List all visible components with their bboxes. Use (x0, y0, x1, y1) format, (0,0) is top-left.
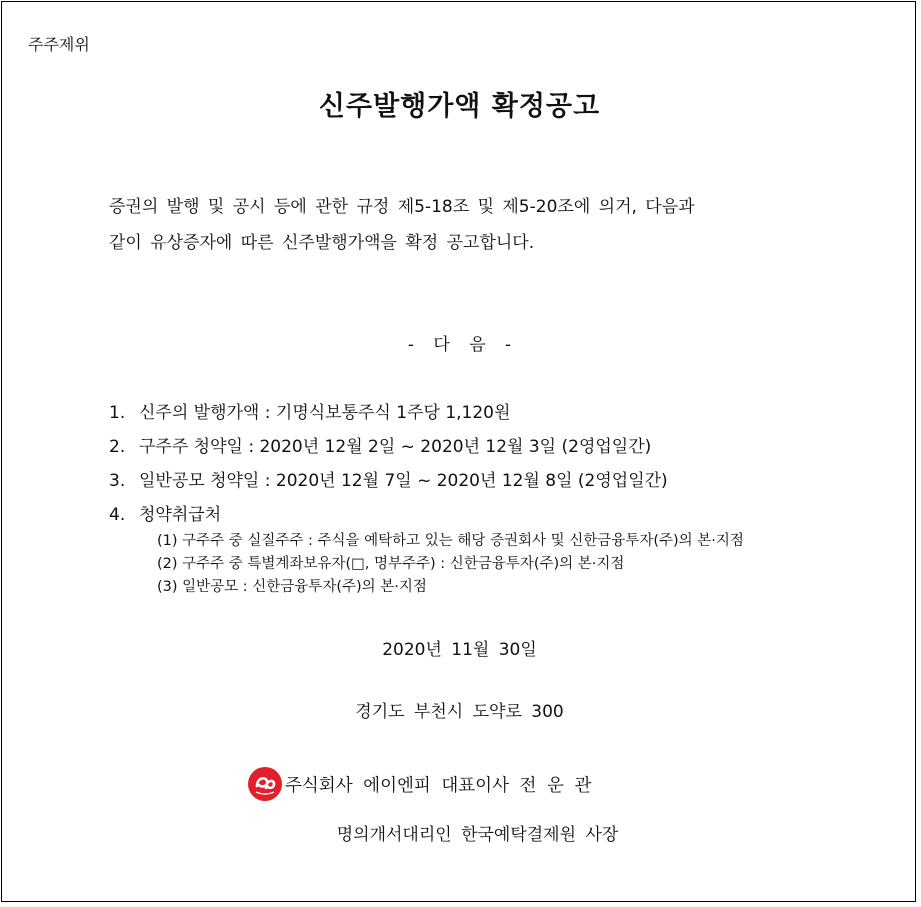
item-number: 1. (109, 403, 126, 423)
company-seal-icon (247, 766, 283, 802)
top-label: 주주제위 (28, 35, 90, 54)
list-item (109, 430, 668, 464)
section-divider-label: - 다 음 - (407, 335, 512, 355)
intro-line-2: 같이 유상증자에 따른 신주발행가액을 확정 공고합니다. (109, 233, 535, 253)
transfer-agent: 명의개서대리인 한국예탁결제원 사장 (336, 825, 619, 845)
sub-item: (3) 일반공모 : 신한금융투자(주)의 본·지점 (157, 579, 427, 595)
intro-line-1: 증권의 발행 및 공시 등에 관한 규정 제5-18조 및 제5-20조에 의거, 다음과 (109, 197, 695, 217)
item-text: 일반공모 청약일 : 2020년 12월 7일 ~ 2020년 12월 8일 (2영업일간) (139, 471, 668, 491)
company-address: 경기도 부천시 도약로 300 (355, 702, 564, 722)
item-number: 4. (109, 505, 126, 525)
item-text: 신주의 발행가액 : 기명식보통주식 1주당 1,120원 (139, 403, 511, 423)
notice-title: 신주발행가액 확정공고 (318, 91, 601, 122)
item-number: 2. (109, 437, 126, 457)
signer-text: 주식회사 에이엔피 대표이사 전 운 관 (285, 775, 592, 796)
notice-items (109, 396, 668, 532)
sub-items (157, 530, 744, 599)
item-text: 구주주 청약일 : 2020년 12월 2일 ~ 2020년 12월 3일 (2영업일간) (139, 437, 652, 457)
item-number: 3. (109, 471, 126, 491)
list-item (109, 464, 668, 498)
notice-date: 2020년 11월 30일 (382, 640, 537, 660)
signer-line (247, 766, 591, 802)
notice-frame (1, 1, 916, 902)
list-item (109, 498, 668, 532)
intro-paragraph (109, 189, 829, 261)
item-text: 청약취급처 (139, 505, 222, 525)
sub-item: (1) 구주주 중 실질주주 : 주식을 예탁하고 있는 해당 증권회사 및 신한금융투자(주)의 본·지점 (157, 533, 744, 549)
sub-item: (2) 구주주 중 특별계좌보유자(□, 명부주주) : 신한금융투자(주)의 본·지점 (157, 556, 625, 572)
list-item (109, 396, 668, 430)
